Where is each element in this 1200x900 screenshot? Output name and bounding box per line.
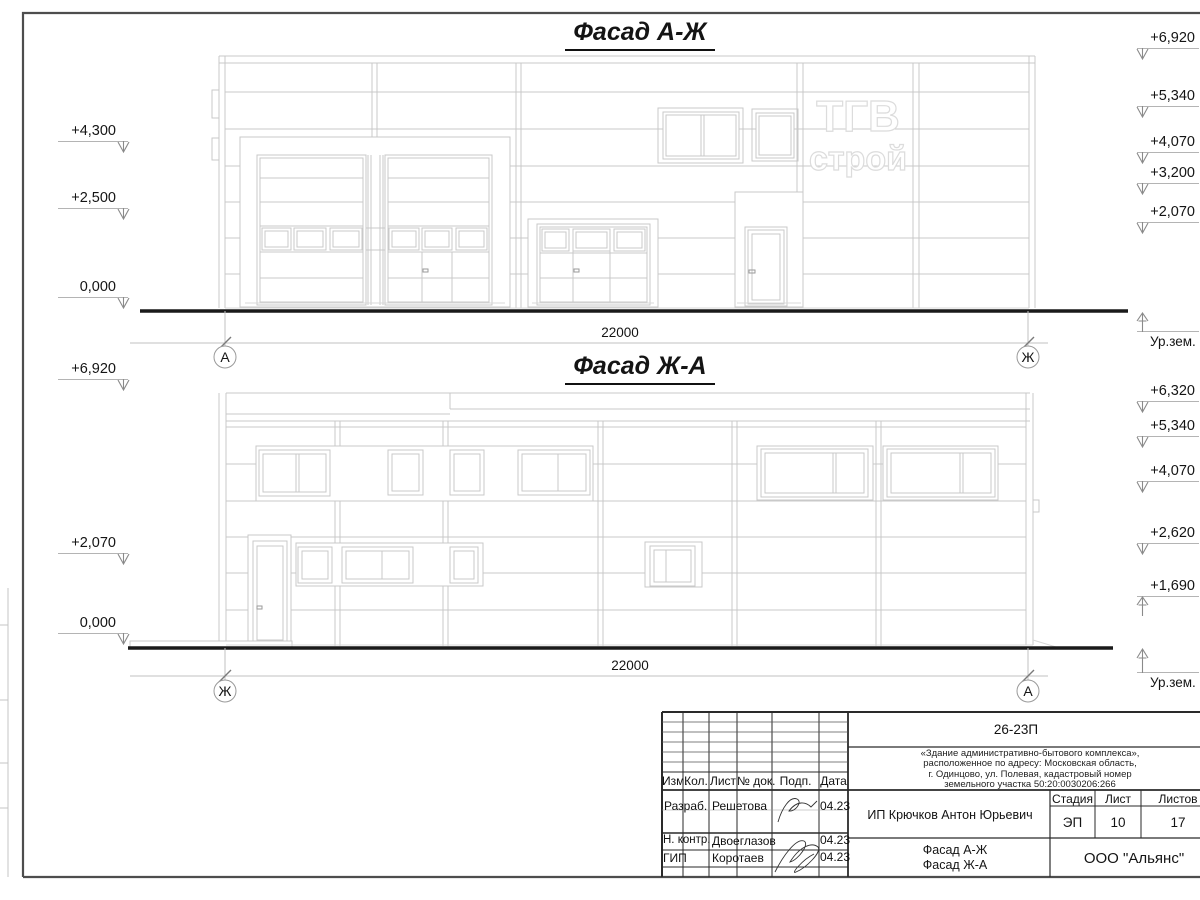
elevation-mark: [58, 614, 128, 634]
elevation-mark: [1137, 417, 1199, 437]
elevation-arrow-icon: [1136, 401, 1149, 414]
facade1-title: Фасад А-Ж: [540, 18, 740, 51]
elevation-value: +2,070: [71, 535, 116, 551]
elevation-mark: [58, 278, 128, 298]
dimension-label: 22000: [601, 325, 639, 340]
watermark-line1: ТГВ: [816, 92, 900, 141]
elevation-value: 0,000: [79, 279, 116, 295]
elevation-arrow-icon: [117, 553, 130, 566]
ground-level-label: Ур.зем.: [1150, 334, 1196, 349]
sheet-label: Лист: [1104, 792, 1132, 806]
sheets-label: Листов: [1158, 792, 1198, 806]
elevation-arrow-icon: [1136, 647, 1149, 673]
elevation-value: +6,920: [71, 361, 116, 377]
elevation-arrow-icon: [1136, 106, 1149, 119]
stamp-role: Н. контр.: [663, 834, 711, 846]
watermark-logo: [809, 92, 907, 178]
elevation-arrow-icon: [117, 379, 130, 392]
stamp-col-doc: № док.: [737, 774, 776, 788]
elevation-mark: [1137, 133, 1199, 153]
axis-bubble-a: А: [1023, 683, 1033, 699]
stage-label: Стадия: [1052, 792, 1093, 806]
client-name: ИП Крючков Антон Юрьевич: [867, 808, 1033, 822]
watermark-line2: строй: [809, 140, 907, 178]
stamp-col-podp: Подп.: [779, 774, 812, 788]
elevation-value: +6,920: [1150, 30, 1195, 46]
elevation-value: +4,070: [1150, 134, 1195, 150]
elevation-mark: [58, 534, 128, 554]
company-name: ООО "Альянс": [1083, 850, 1185, 867]
stamp-date: 04.23: [820, 850, 851, 864]
elevation-arrow-icon: [117, 208, 130, 221]
elevation-mark: [1137, 87, 1199, 107]
elevation-arrow-icon: [1136, 48, 1149, 61]
elevation-arrow-icon: [117, 297, 130, 310]
ground-level-label: Ур.зем.: [1150, 675, 1196, 690]
stamp-col-list: Лист: [709, 774, 737, 788]
signature-2: [775, 841, 819, 873]
elevation-arrow-icon: [1136, 222, 1149, 235]
stamp-date: 04.23: [820, 799, 851, 813]
ground-level-mark: [1137, 331, 1199, 350]
elevation-value: +4,300: [71, 123, 116, 139]
elevation-arrow-icon: [1136, 543, 1149, 556]
axis-bubble-a: А: [220, 349, 230, 365]
doc-number: 26-23П: [993, 722, 1039, 737]
elevation-mark: [1137, 164, 1199, 184]
elevation-value: 0,000: [79, 615, 116, 631]
elevation-mark: [1137, 462, 1199, 482]
stamp-role: ГИП: [663, 851, 687, 865]
elevation-arrow-icon: [1136, 481, 1149, 494]
stamp-col-izm: Изм.: [662, 774, 688, 788]
elevation-mark: [1137, 524, 1199, 544]
elevation-value: +3,200: [1150, 165, 1195, 181]
stamp-name: Решетова: [712, 799, 768, 813]
facade-zh-a-drawing: [130, 393, 1056, 647]
side-strip: [0, 588, 8, 877]
elevation-value: +2,620: [1150, 525, 1195, 541]
elevation-mark: [1137, 577, 1199, 597]
elevation-mark: [58, 122, 128, 142]
elevation-value: +4,070: [1150, 463, 1195, 479]
stamp-name: Коротаев: [712, 851, 764, 865]
axis-bubble-zh: Ж: [1021, 349, 1035, 365]
project-description: «Здание административно-бытового комплекса», расположенное по адресу: Московская область, г. Одинцово, ул. Полевая, кадастровый номер земельного участка 50:20:0030206:266: [920, 748, 1140, 791]
elevation-value: +2,500: [71, 190, 116, 206]
stamp-col-data: Дата: [820, 774, 847, 788]
elevation-value: +2,070: [1150, 204, 1195, 220]
dimension-2: [130, 648, 1048, 702]
elevation-arrow-icon: [1136, 436, 1149, 449]
elevation-mark: [1137, 29, 1199, 49]
elevation-mark: [1137, 203, 1199, 223]
elevation-arrow-icon: [1136, 183, 1149, 196]
stamp-date: 04.23: [820, 833, 851, 847]
elevation-value: +6,320: [1150, 383, 1195, 399]
elevation-value: +5,340: [1150, 418, 1195, 434]
ground-level-mark: [1137, 672, 1199, 691]
stage-value: ЭП: [1062, 815, 1083, 830]
elevation-mark: [58, 360, 128, 380]
axis-bubble-zh: Ж: [218, 683, 232, 699]
sheets-total: 17: [1170, 815, 1186, 830]
stamp-role: Разраб.: [664, 799, 708, 813]
stamp-col-kol: Кол.: [684, 774, 708, 788]
elevation-mark: [1137, 382, 1199, 402]
elevation-arrow-icon: [117, 141, 130, 154]
stamp-name: Двоеглазов: [712, 834, 776, 848]
elevation-arrow-icon: [1136, 312, 1149, 332]
elevation-value: +1,690: [1150, 578, 1195, 594]
sheet-number: 10: [1110, 815, 1126, 830]
elevation-mark: [58, 189, 128, 209]
sheet-content: Фасад А-Ж Фасад Ж-А: [922, 843, 988, 872]
elevation-arrow-icon: [117, 633, 130, 646]
facade2-title: Фасад Ж-А: [540, 352, 740, 385]
elevation-value: +5,340: [1150, 88, 1195, 104]
elevation-arrow-icon: [1136, 596, 1149, 616]
facade-a-zh-drawing: [212, 56, 1035, 308]
dimension-label: 22000: [611, 658, 649, 673]
